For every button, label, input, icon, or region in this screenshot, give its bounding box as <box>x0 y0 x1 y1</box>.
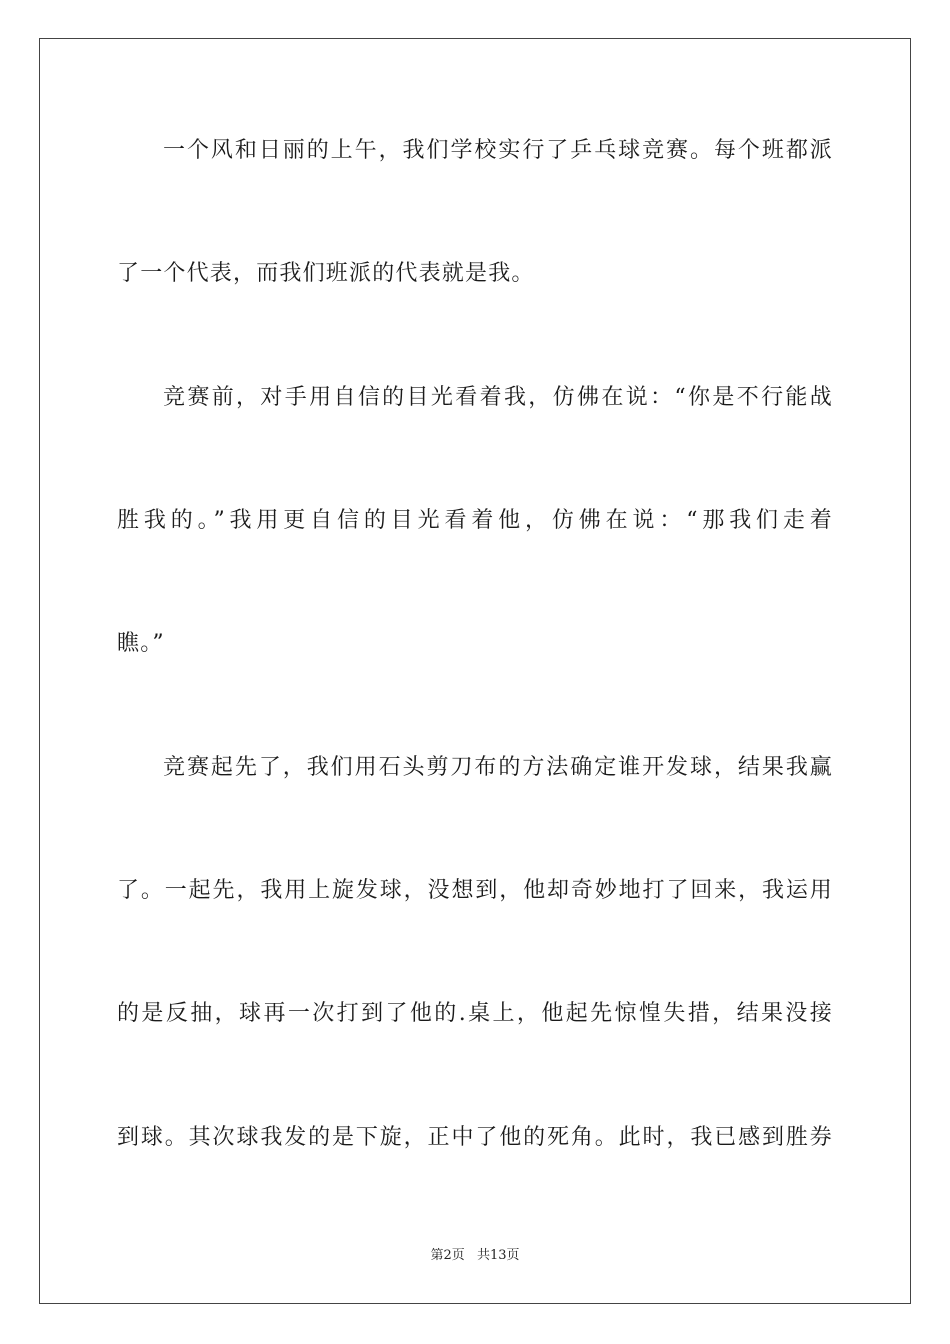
paragraph-2-line-3: 瞧。” <box>117 631 165 656</box>
page-total: 共13页 <box>476 1248 520 1263</box>
paragraph-3-line-2: 了。一起先，我用上旋发球，没想到，他却奇妙地打了回来，我运用 <box>117 878 833 903</box>
paragraph-3-line-3: 的是反抽，球再一次打到了他的.桌上，他起先惊惶失措，结果没接 <box>117 1001 833 1026</box>
paragraph-2-line-1: 竞赛前，对手用自信的目光看着我，仿佛在说：“你是不行能战 <box>163 385 833 410</box>
paragraph-1-line-2: 了一个代表，而我们班派的代表就是我。 <box>117 261 535 286</box>
page-footer <box>0 1247 950 1265</box>
page-border <box>39 38 911 1304</box>
paragraph-3-line-4: 到球。其次球我发的是下旋，正中了他的死角。此时，我已感到胜券 <box>117 1125 833 1150</box>
paragraph-2-line-2: 胜我的。”我用更自信的目光看着他，仿佛在说：“那我们走着 <box>117 508 833 533</box>
paragraph-1-line-1: 一个风和日丽的上午，我们学校实行了乒乓球竞赛。每个班都派 <box>163 138 833 163</box>
page-number: 第2页 <box>430 1248 465 1263</box>
paragraph-3-line-1: 竞赛起先了，我们用石头剪刀布的方法确定谁开发球，结果我赢 <box>163 755 833 780</box>
